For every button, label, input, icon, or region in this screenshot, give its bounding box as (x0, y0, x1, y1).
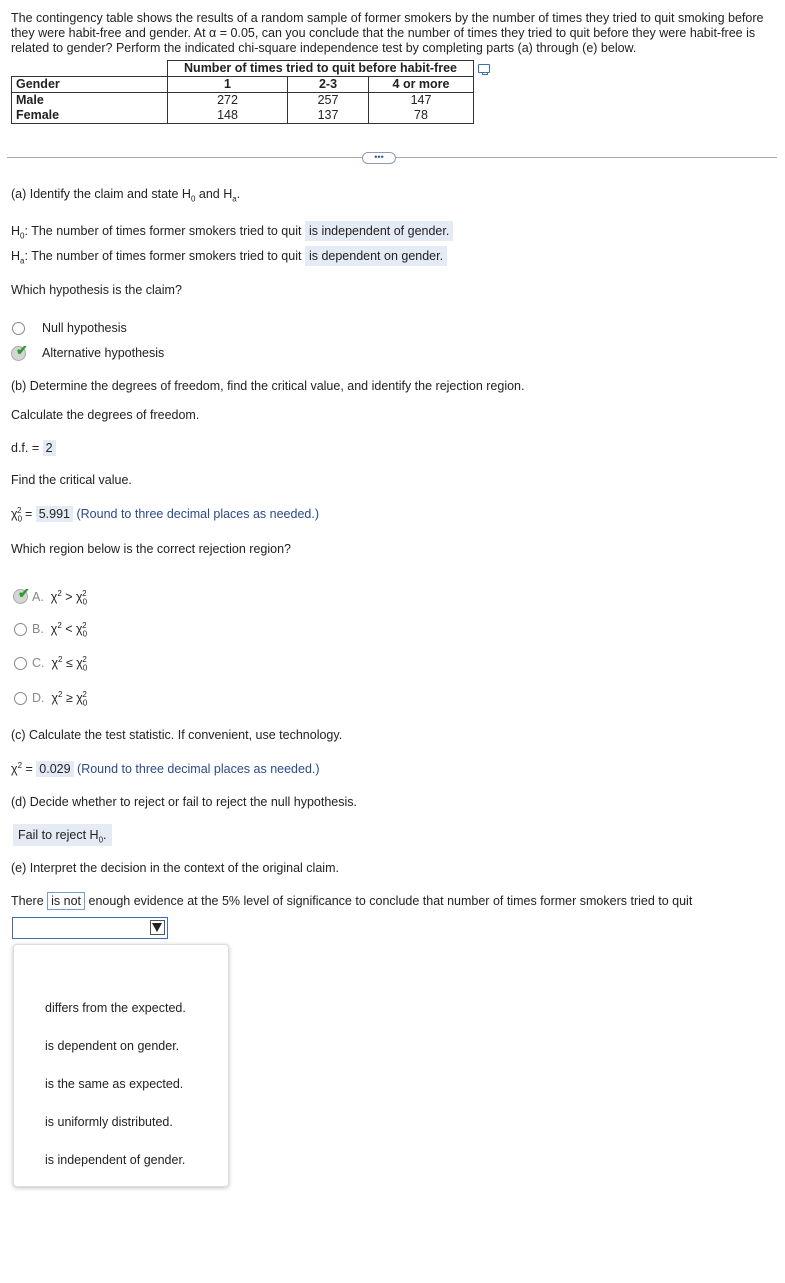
dropdown-option[interactable]: is independent of gender. (45, 1153, 186, 1167)
contingency-table (11, 60, 474, 124)
claim-question: Which hypothesis is the claim? (11, 283, 182, 297)
dropdown-menu (13, 944, 229, 1187)
table-cell: 257 (288, 93, 369, 109)
df-answer[interactable]: 2 (43, 440, 56, 456)
dropdown-option[interactable]: is dependent on gender. (45, 1039, 180, 1053)
radio-option-c[interactable] (14, 657, 27, 670)
option-alternative-hypothesis[interactable]: Alternative hypothesis (42, 346, 165, 360)
table-cell: 78 (369, 108, 474, 124)
option-a[interactable]: A. $\chi^2 > \chi_0^2$ (32, 588, 88, 607)
radio-option-b[interactable] (14, 623, 27, 636)
dropdown-option[interactable]: is uniformly distributed. (45, 1115, 173, 1129)
expand-more-button[interactable]: ••• (362, 152, 396, 164)
checkmark-icon: ✔ (16, 342, 28, 358)
dropdown-option[interactable]: is the same as expected. (45, 1077, 184, 1091)
evidence-answer[interactable]: is not (47, 892, 85, 910)
checkmark-icon: ✔ (18, 585, 30, 601)
table-row-label: Male (12, 93, 168, 109)
h0-statement: $H_0$: The number of times former smokers tried to quit is independent of gender. (11, 223, 453, 239)
radio-option-d[interactable] (14, 692, 27, 705)
table-row-header: Gender (12, 77, 168, 93)
table-row (12, 108, 474, 124)
test-stat-line: $\chi^2 = 0.029$ (Round to three decimal places as needed.) (11, 760, 320, 776)
part-a-prompt: (a) Identify the claim and state $H_0$ and $H_a$. (11, 187, 241, 204)
radio-null-hypothesis[interactable] (12, 322, 25, 335)
ha-answer[interactable]: is dependent on gender. (305, 246, 447, 266)
chevron-down-icon (152, 923, 162, 932)
part-b-prompt: (b) Determine the degrees of freedom, find the critical value, and identify the rejection region. (11, 379, 525, 393)
option-b[interactable]: B. $\chi^2 < \chi_0^2$ (32, 620, 88, 639)
table-col-header: 1 (168, 77, 288, 93)
table-cell: 137 (288, 108, 369, 124)
copy-table-icon[interactable] (478, 64, 490, 73)
cv-line: $\chi_0^2 = 5.991$ (Round to three decimal places as needed.) (11, 505, 319, 524)
h0-answer[interactable]: is independent of gender. (305, 221, 453, 241)
part-d-prompt: (d) Decide whether to reject or fail to reject the null hypothesis. (11, 795, 358, 809)
cv-prompt: Find the critical value. (11, 473, 132, 487)
test-stat-answer[interactable]: 0.029 (36, 761, 73, 777)
df-prompt: Calculate the degrees of freedom. (11, 408, 200, 422)
cv-note: (Round to three decimal places as needed.) (76, 507, 319, 521)
df-line: d.f. = 2 (11, 440, 56, 456)
part-c-prompt: (c) Calculate the test statistic. If convenient, use technology. (11, 728, 343, 742)
ha-statement: $H_a$: The number of times former smokers tried to quit is dependent on gender. (11, 248, 447, 264)
region-prompt: Which region below is the correct rejection region? (11, 542, 291, 556)
test-stat-note: (Round to three decimal places as needed.) (77, 762, 320, 776)
problem-intro: The contingency table shows the results of a random sample of former smokers by the number of times they tried to quit smoking before they were habit-free and gender. At α = 0.05, can you conclude that the number of times they tried to quit before they were habit-free is related to gender? Perform the indicated chi-square independence test by completing parts (a) through (e) below. (11, 11, 764, 55)
option-d[interactable]: D. $\chi^2 \ge \chi_0^2$ (32, 689, 88, 708)
table-group-header: Number of times tried to quit before habit-free (168, 61, 474, 77)
table-cell: 272 (168, 93, 288, 109)
table-cell: 148 (168, 108, 288, 124)
table-row-label: Female (12, 108, 168, 124)
dropdown-option[interactable]: differs from the expected. (45, 1001, 186, 1015)
conclusion-dropdown[interactable] (12, 917, 168, 939)
table-cell: 147 (369, 93, 474, 109)
table-col-header: 2-3 (288, 77, 369, 93)
table-col-header: 4 or more (369, 77, 474, 93)
part-e-prompt: (e) Interpret the decision in the context of the original claim. (11, 861, 339, 875)
option-null-hypothesis[interactable]: Null hypothesis (42, 321, 127, 335)
dropdown-toggle[interactable] (150, 920, 165, 935)
option-c[interactable]: C. $\chi^2 \le \chi_0^2$ (32, 654, 88, 673)
cv-answer[interactable]: 5.991 (36, 506, 73, 522)
interpretation-sentence: There is not enough evidence at the 5% level of significance to conclude that number of times former smokers tried to quit (11, 894, 693, 908)
table-row (12, 93, 474, 109)
decision-answer[interactable]: Fail to reject $H_0$. (13, 824, 112, 846)
